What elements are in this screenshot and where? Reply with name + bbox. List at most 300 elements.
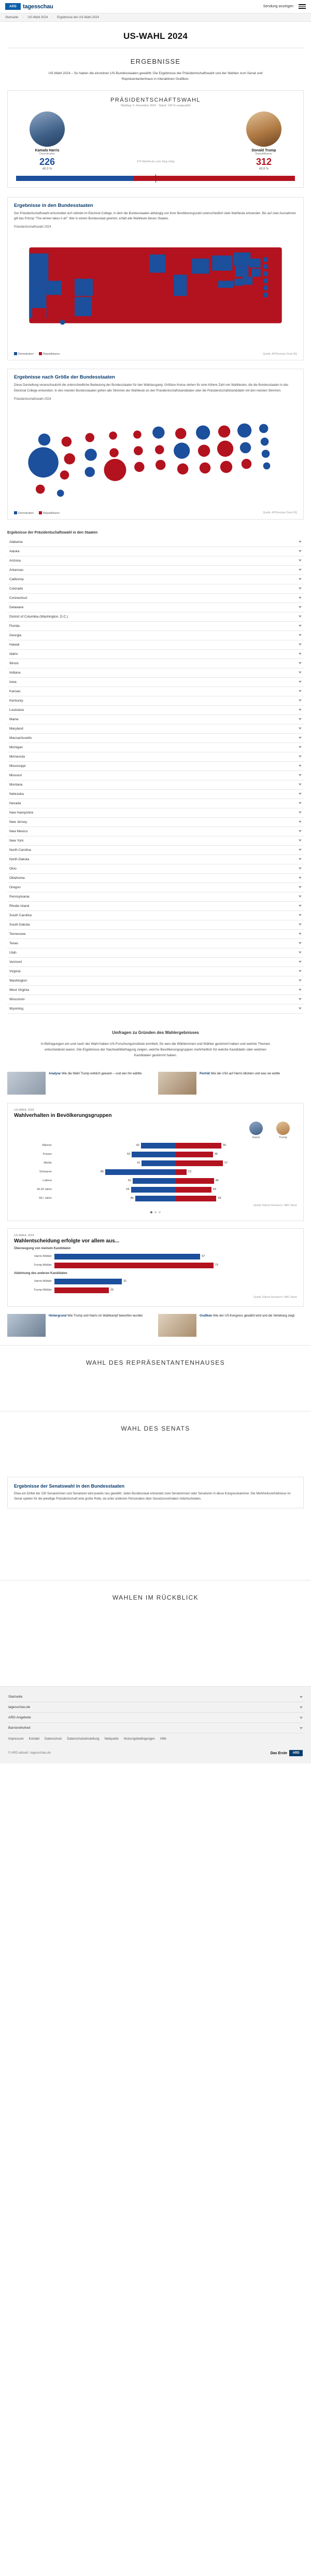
chart2-value: 25: [110, 1289, 114, 1292]
state-accordion-item[interactable]: [7, 584, 304, 594]
chevron-down-icon: [299, 979, 302, 982]
state-accordion-label: New Jersey: [9, 820, 27, 824]
presidential-result-card: [7, 90, 304, 188]
chart1-bar-rep: [176, 1178, 214, 1184]
map-card-states: [7, 197, 304, 360]
evbar-dem: [16, 176, 133, 181]
breadcrumb: [0, 13, 311, 22]
presidential-card-title: PRÄSIDENTSCHAFTSWAHL: [110, 97, 201, 104]
chart1-bar-dem: [141, 1143, 176, 1149]
chart2-source: Quelle: Edison Research / NBC News: [253, 1295, 297, 1299]
state-accordion-label: Michigan: [9, 745, 23, 749]
candidate-name-dem: Kamala Harris: [35, 149, 60, 153]
chevron-down-icon: [299, 578, 302, 580]
state-accordion-label: Nebraska: [9, 792, 24, 796]
brand-logo[interactable]: [5, 3, 53, 10]
state-accordion-label: Oklahoma: [9, 876, 25, 880]
state-accordion-item[interactable]: [7, 995, 304, 1004]
chevron-down-icon: [299, 597, 302, 599]
state-accordion-item[interactable]: [7, 594, 304, 603]
chevron-down-icon: [299, 886, 302, 888]
states-list: [7, 538, 304, 1014]
chevron-down-icon: [300, 1706, 303, 1709]
chart2-row-label: Harris-Wähler: [34, 1280, 52, 1283]
brand-name: tagesschau: [23, 3, 53, 10]
chart1-row: [14, 1151, 297, 1158]
state-accordion-item[interactable]: [7, 883, 304, 892]
chart1-value-dem: 85: [100, 1170, 104, 1174]
state-accordion-label: Maryland: [9, 726, 23, 731]
chevron-down-icon: [300, 1696, 303, 1698]
breadcrumb-sep-2: ›: [52, 16, 53, 19]
chevron-down-icon: [299, 727, 302, 730]
chevron-down-icon: [299, 643, 302, 646]
chevron-down-icon: [299, 951, 302, 954]
vote-share-rep: 49,9 %: [259, 167, 269, 171]
chart2-row: [14, 1287, 297, 1294]
footer-link[interactable]: Kontakt: [29, 1738, 40, 1741]
chart1-row: [14, 1160, 297, 1167]
chart1-bar-dem: [105, 1169, 176, 1175]
chart1-value-rep: 13: [188, 1170, 191, 1174]
chart2-group2-title: Ablehnung des anderen Kandidaten: [14, 1271, 67, 1275]
evbar-rep: [133, 176, 295, 181]
chart2-bar: [54, 1254, 200, 1259]
chart1-value-rep: 57: [224, 1161, 228, 1165]
state-accordion-label: Massachusetts: [9, 736, 32, 740]
chart1-cand-rep: Trump: [279, 1136, 287, 1139]
state-accordion-item[interactable]: [7, 930, 304, 939]
chart1-bar-rep: [176, 1143, 221, 1149]
chart2-kicker: US-WAHL 2024: [14, 1234, 34, 1237]
state-accordion-item[interactable]: [7, 734, 304, 743]
state-accordion-label: Ohio: [9, 866, 17, 871]
chart1-row-label: Weiße: [44, 1161, 52, 1165]
state-accordion-item[interactable]: [7, 808, 304, 818]
chart1-bar-dem: [133, 1178, 176, 1184]
teaser-grid-top: [7, 1072, 304, 1095]
state-accordion-item[interactable]: [7, 874, 304, 883]
footer: [0, 1686, 311, 1763]
senate-note-card: [7, 1477, 304, 1508]
teaser-thumbnail: [158, 1314, 196, 1337]
legend-rep: Republikaner: [39, 352, 60, 356]
state-accordion-item[interactable]: [7, 724, 304, 734]
state-accordion-item[interactable]: [7, 939, 304, 948]
chart1-value-rep: 49: [218, 1197, 221, 1200]
teaser-text: Grafiken Wie der US-Kongress gewählt wird und die Verteilung zeigt: [200, 1314, 295, 1318]
chart1-row-label: Schwarze: [39, 1170, 52, 1174]
chart1-row-bars: [54, 1178, 297, 1184]
state-accordion-item[interactable]: [7, 818, 304, 827]
state-accordion-label: Kentucky: [9, 698, 23, 703]
state-accordion-label: New Hampshire: [9, 810, 34, 815]
state-accordion-label: Delaware: [9, 605, 24, 609]
senate-note-heading: Ergebnisse der Senatswahl in den Bundesstaaten: [14, 1483, 125, 1489]
chevron-down-icon: [299, 970, 302, 972]
state-accordion-item[interactable]: [7, 967, 304, 976]
state-accordion-label: New York: [9, 838, 24, 843]
chevron-down-icon: [299, 709, 302, 711]
chart1-bar-rep: [176, 1169, 187, 1175]
footer-link[interactable]: Hilfe: [160, 1738, 166, 1741]
map-size-heading: Ergebnisse nach Größe der Bundesstaaten: [14, 374, 115, 381]
state-accordion-label: Mississippi: [9, 764, 26, 768]
us-map-svg: [14, 231, 297, 350]
chart2-value: 73: [215, 1264, 218, 1267]
chart1-row: [14, 1169, 297, 1175]
chart1-value-dem: 53: [127, 1153, 131, 1156]
chevron-down-icon: [299, 811, 302, 814]
chart1-kicker: US-WAHL 2024: [14, 1108, 34, 1112]
chart1-bar-rep: [176, 1187, 211, 1193]
state-accordion-label: Nevada: [9, 801, 21, 805]
chart1-bar-dem: [135, 1196, 176, 1201]
chevron-down-icon: [300, 1717, 303, 1719]
state-accordion-label: Maine: [9, 717, 19, 721]
state-accordion-item[interactable]: [7, 864, 304, 874]
chevron-down-icon: [299, 569, 302, 571]
chevron-down-icon: [299, 783, 302, 786]
chevron-down-icon: [299, 559, 302, 562]
state-accordion-label: Virginia: [9, 969, 21, 973]
chevron-down-icon: [299, 877, 302, 879]
chevron-down-icon: [299, 774, 302, 776]
state-accordion-item[interactable]: [7, 566, 304, 575]
map-states-source: Quelle: AP/Decision Desk HQ: [263, 352, 297, 356]
state-accordion-item[interactable]: [7, 836, 304, 846]
state-accordion-label: North Carolina: [9, 848, 31, 852]
chevron-down-icon: [299, 923, 302, 926]
footer-row[interactable]: [7, 1713, 304, 1723]
chart2-group1-title: Überzeugung von meinem Kandidaten: [14, 1247, 71, 1250]
chevron-down-icon: [299, 615, 302, 618]
bubble-map-svg: [14, 403, 297, 509]
section-senate-band: WAHL DES SENATS: [0, 1411, 311, 1446]
states-accordion: [7, 528, 304, 1014]
chevron-down-icon: [299, 587, 302, 590]
state-accordion-item[interactable]: [7, 780, 304, 790]
state-accordion-label: Louisiana: [9, 708, 24, 712]
vote-share-dem: 48,3 %: [42, 167, 52, 171]
state-accordion-item[interactable]: [7, 892, 304, 902]
map-states-legend: [14, 352, 60, 356]
state-accordion-item[interactable]: [7, 846, 304, 855]
state-accordion-item[interactable]: [7, 976, 304, 986]
ard-footer-label: Das Erste: [270, 1751, 287, 1755]
chart2-row-bars: [54, 1278, 297, 1285]
teaser-text: Porträt Wie die USA auf Harris blickten und was sie wollte: [200, 1072, 280, 1075]
chevron-down-icon: [299, 662, 302, 664]
breadcrumb-item-1[interactable]: US-Wahl 2024: [27, 16, 48, 19]
state-accordion-label: South Dakota: [9, 922, 30, 927]
state-accordion-label: Alaska: [9, 549, 20, 553]
top-header: [0, 0, 311, 13]
chart1-row-label: 18-29 Jahre: [36, 1188, 52, 1192]
chevron-down-icon: [299, 671, 302, 674]
state-accordion-item[interactable]: [7, 827, 304, 836]
chevron-down-icon: [299, 634, 302, 636]
chevron-down-icon: [300, 1727, 303, 1729]
chevron-down-icon: [299, 737, 302, 739]
ard-footer-logo[interactable]: [271, 1750, 303, 1756]
footer-rows: [7, 1692, 304, 1733]
state-accordion-item[interactable]: [7, 650, 304, 659]
chart1-head-dem: [249, 1122, 263, 1139]
state-accordion-label: Minnesota: [9, 754, 25, 759]
map-card-size: [7, 369, 304, 519]
chart2-row-bars: [54, 1262, 297, 1269]
state-accordion-label: Kansas: [9, 689, 21, 693]
us-choropleth-map[interactable]: [14, 231, 297, 350]
chevron-down-icon: [299, 849, 302, 851]
state-accordion-item[interactable]: [7, 902, 304, 911]
candidate-democrat: [16, 111, 78, 171]
state-accordion-item[interactable]: [7, 631, 304, 640]
state-accordion-item[interactable]: [7, 538, 304, 547]
chevron-down-icon: [299, 550, 302, 552]
avatar-trump-small: [276, 1122, 290, 1135]
state-accordion-label: Arkansas: [9, 568, 24, 572]
state-accordion-item[interactable]: [7, 790, 304, 799]
chevron-down-icon: [299, 989, 302, 991]
state-accordion-item[interactable]: [7, 855, 304, 864]
teaser-text: Analyse Wie die Wahl Trump wirklich gewann – und wer ihn wählte: [49, 1072, 142, 1075]
state-accordion-label: New Mexico: [9, 829, 28, 833]
chart1-head-rep: [276, 1122, 290, 1139]
state-accordion-label: Arizona: [9, 558, 21, 563]
chart1-title: Wahlverhalten in Bevölkerungsgruppen: [14, 1112, 112, 1118]
chevron-down-icon: [299, 858, 302, 860]
chart1-value-rep: 55: [223, 1144, 227, 1147]
state-accordion-item[interactable]: [7, 640, 304, 650]
chart2-row: [14, 1253, 297, 1260]
chart2-bar: [54, 1279, 122, 1284]
ard-footer-mark: ARD: [289, 1750, 303, 1756]
chart-card-motivation: [7, 1228, 304, 1307]
page-title: US-WAHL 2024: [123, 31, 188, 41]
teaser-item[interactable]: [158, 1072, 304, 1095]
chart1-value-rep: 43: [213, 1188, 216, 1192]
chevron-down-icon: [299, 625, 302, 627]
state-accordion-item[interactable]: [7, 696, 304, 706]
state-accordion-item[interactable]: [7, 920, 304, 930]
chart1-row-bars: [54, 1160, 297, 1167]
teaser-text: Hintergrund Wie Trump und Harris im Wahlkampf beworfen wurden: [49, 1314, 143, 1318]
section-retrospect-band: WAHLEN IM RÜCKBLICK: [0, 1580, 311, 1615]
chevron-down-icon: [299, 690, 302, 692]
breadcrumb-sep: ›: [22, 16, 24, 19]
chart1-cand-dem: Harris: [252, 1136, 260, 1139]
state-accordion-item[interactable]: [7, 547, 304, 556]
footer-link[interactable]: Datenschutzeinstellung: [67, 1738, 100, 1741]
chevron-down-icon: [299, 914, 302, 916]
state-accordion-label: Oregon: [9, 885, 21, 889]
chart1-dot-0[interactable]: [150, 1211, 152, 1213]
map-states-label: Präsidentschaftswahl 2024: [14, 226, 51, 229]
chart1-pagination[interactable]: [14, 1211, 297, 1213]
chevron-down-icon: [299, 793, 302, 795]
ard-logo-mark: ARD: [5, 3, 21, 10]
map-size-legend: [14, 511, 60, 515]
teaser-item[interactable]: [7, 1314, 153, 1337]
state-accordion-label: South Carolina: [9, 913, 32, 917]
chevron-down-icon: [299, 998, 302, 1000]
state-accordion-item[interactable]: [7, 948, 304, 958]
state-accordion-item[interactable]: [7, 659, 304, 668]
state-accordion-label: Wyoming: [9, 1006, 24, 1011]
candidate-party-rep: Republikaner: [255, 152, 273, 156]
chevron-down-icon: [299, 765, 302, 767]
footer-link[interactable]: Impressum: [8, 1738, 24, 1741]
chart1-bar-rep: [176, 1160, 223, 1166]
state-accordion-item[interactable]: [7, 743, 304, 752]
legend-dem: Demokraten: [14, 352, 34, 356]
state-accordion-item[interactable]: [7, 771, 304, 780]
state-accordion-item[interactable]: [7, 678, 304, 687]
avatar-trump: [246, 111, 281, 147]
chart1-row-bars: [54, 1169, 297, 1175]
state-accordion-item[interactable]: [7, 715, 304, 724]
state-accordion-item[interactable]: [7, 622, 304, 631]
breadcrumb-item-0[interactable]: Startseite: [5, 16, 19, 19]
state-accordion-label: Rhode Island: [9, 904, 30, 908]
state-accordion-label: Iowa: [9, 680, 17, 684]
state-accordion-item[interactable]: [7, 612, 304, 622]
chevron-down-icon: [299, 718, 302, 720]
chart1-source: Quelle: Edison Research / NBC News: [253, 1203, 297, 1207]
legend-dem-2: Demokraten: [14, 511, 34, 515]
map-size-label: Präsidentschaftswahl 2024: [14, 397, 51, 401]
chart1-row-label: 65+ Jahre: [39, 1197, 52, 1200]
teaser-item[interactable]: [7, 1072, 153, 1095]
state-accordion-item[interactable]: [7, 556, 304, 566]
state-accordion-item[interactable]: [7, 668, 304, 678]
chart2-row: [14, 1262, 297, 1269]
state-accordion-item[interactable]: [7, 799, 304, 808]
chart1-value-dem: 54: [126, 1188, 130, 1192]
state-accordion-label: Hawaii: [9, 642, 20, 647]
avatar-harris-small: [249, 1122, 263, 1135]
polls-band-title: Umfragen zu Gründen des Wahlergebnisses: [112, 1030, 199, 1035]
us-bubble-cartogram[interactable]: [14, 403, 297, 509]
chart1-dot-2[interactable]: [159, 1211, 161, 1213]
electoral-vote-bar: [16, 176, 295, 181]
chart1-bar-dem: [132, 1152, 176, 1157]
state-accordion-label: Georgia: [9, 633, 22, 637]
chart1-row-label: Frauen: [43, 1153, 52, 1156]
footer-row[interactable]: [7, 1702, 304, 1713]
chart1-value-dem: 52: [128, 1179, 131, 1183]
map-size-source: Quelle: AP/Decision Desk HQ: [263, 511, 297, 515]
state-accordion-label: District of Columbia (Washington, D.C.): [9, 614, 68, 619]
chart2-group2-rows: [14, 1278, 297, 1294]
map-states-text: Der Präsidentschaftswahl entscheidet sich indirekt im Electoral College, in dem die Bundesstaaten abhängig von ihrer Bevölkerungszahl unterschiedlich viele Wahlleute entsenden. Bis auf zwei Ausnahmen gilt das Prinzip "The winner takes it all": Wer in einem Bundesstaat gewinnt, erhält alle Wahlleute dieses Staates.: [14, 212, 296, 221]
chart2-row-label: Trump-Wähler: [34, 1289, 52, 1292]
intro-text: US-Wahl 2024 – So haben die einzelnen US-Bundesstaaten gewählt: Die Ergebnisse der Präsidentschaftswahl und der Wahlen zum Senat und Repräsentantenhaus in interaktiven Grafiken.: [48, 72, 263, 81]
chart1-row-bars: [54, 1186, 297, 1193]
teaser-grid-bottom: [7, 1314, 304, 1337]
chart2-value: 67: [202, 1255, 205, 1258]
chart1-row: [14, 1186, 297, 1193]
map-size-text: Diese Darstellung veranschaulicht die unterschiedliche Bedeutung der Bundesstaaten für den Wahlausgang: Größere Kreise stehen für eine höhere Zahl von Wahlleuten, die die Bundesstaaten in das Electoral College entsenden. In den meisten Bundesstaaten gehen alle Stimmen der Wahlleute an den Präsidentschaftskandidaten oder die Präsidentschaftskandidatin mit den meisten Stimmen.: [14, 384, 289, 393]
chart1-row-bars: [54, 1195, 297, 1202]
chart-card-demographics: [7, 1103, 304, 1221]
chart2-value: 31: [123, 1280, 127, 1283]
footer-row[interactable]: [7, 1723, 304, 1733]
chart1-bar-rep: [176, 1152, 213, 1157]
state-accordion-label: Idaho: [9, 652, 18, 656]
chevron-down-icon: [299, 653, 302, 655]
footer-row-label: tagesschau.de: [8, 1705, 31, 1710]
chart1-value-rep: 45: [215, 1153, 218, 1156]
chart1-row-bars: [54, 1151, 297, 1158]
chart1-value-dem: 41: [137, 1161, 140, 1165]
legend-rep-2: Republikaner: [39, 511, 60, 515]
majority-threshold-label: 270 Wahlleute zum Sieg nötig: [136, 160, 175, 164]
state-accordion-item[interactable]: [7, 603, 304, 612]
chevron-down-icon: [299, 942, 302, 944]
chart1-row: [14, 1195, 297, 1202]
footer-link[interactable]: Datenschutz: [45, 1738, 62, 1741]
chart1-row-label: Latinos: [43, 1179, 52, 1183]
state-accordion-label: Wisconsin: [9, 997, 25, 1001]
electoral-votes-rep: 312: [256, 157, 272, 167]
chart1-value-rep: 46: [215, 1179, 219, 1183]
state-accordion-label: Colorado: [9, 586, 23, 591]
chevron-down-icon: [299, 961, 302, 963]
state-accordion-item[interactable]: [7, 752, 304, 762]
chart2-row-bars: [54, 1253, 297, 1260]
chart2-bar: [54, 1287, 109, 1293]
teaser-thumbnail: [7, 1314, 46, 1337]
candidate-name-rep: Donald Trump: [251, 149, 276, 153]
state-accordion-item[interactable]: [7, 762, 304, 771]
hamburger-icon[interactable]: [299, 4, 306, 9]
show-broadcast-link[interactable]: Sendung anzeigen: [263, 5, 293, 8]
chevron-down-icon: [299, 746, 302, 748]
chart1-row: [14, 1178, 297, 1184]
state-accordion-item[interactable]: [7, 687, 304, 696]
state-accordion-item[interactable]: [7, 1004, 304, 1014]
chevron-down-icon: [299, 606, 302, 608]
chevron-down-icon: [299, 755, 302, 758]
teaser-thumbnail: [158, 1072, 196, 1095]
footer-link[interactable]: Netiquette: [104, 1738, 119, 1741]
state-accordion-item[interactable]: [7, 958, 304, 967]
state-accordion-item[interactable]: [7, 706, 304, 715]
state-accordion-label: West Virginia: [9, 988, 30, 992]
footer-link[interactable]: Nutzungsbedingungen: [123, 1738, 155, 1741]
candidate-republican: [233, 111, 295, 171]
state-accordion-item[interactable]: [7, 986, 304, 995]
chevron-down-icon: [299, 681, 302, 683]
state-accordion-item[interactable]: [7, 911, 304, 920]
chevron-down-icon: [299, 699, 302, 702]
section-results-heading: ERGEBNISSE: [130, 58, 181, 65]
state-accordion-item[interactable]: [7, 575, 304, 584]
breadcrumb-item-2: Ergebnisse der US-Wahl 2024: [57, 16, 99, 19]
state-accordion-label: Montana: [9, 782, 23, 787]
footer-copyright: © ARD-aktuell / tagesschau.de: [8, 1752, 51, 1755]
chart1-dot-1[interactable]: [154, 1211, 157, 1213]
footer-row[interactable]: [7, 1692, 304, 1702]
chart1-bar-rep: [176, 1196, 216, 1201]
chevron-down-icon: [299, 867, 302, 870]
teaser-item[interactable]: [158, 1314, 304, 1337]
chart2-row-label: Harris-Wähler: [34, 1255, 52, 1258]
chevron-down-icon: [299, 1007, 302, 1010]
